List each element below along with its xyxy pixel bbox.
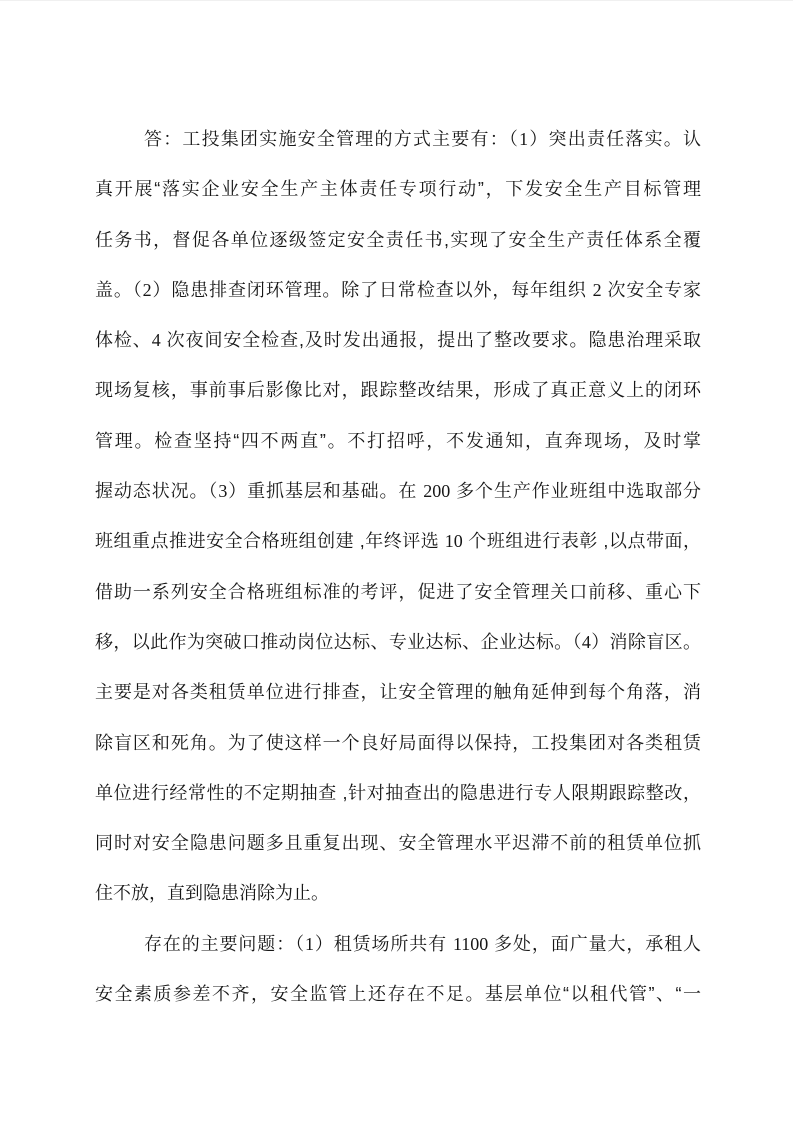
- text-line: 单位进行经常性的不定期抽查 ,针对抽查出的隐患进行专人限期跟踪整改，: [95, 782, 701, 803]
- numeral: 4: [581, 631, 591, 652]
- numeral: 200: [423, 481, 451, 502]
- text-line: 答：工投集团实施安全管理的方式主要有：（1）突出责任落实。认: [144, 129, 702, 149]
- text-line: 任务书，督促各单位逐级签定安全责任书,实现了安全生产责任体系全覆: [95, 229, 701, 250]
- text-line: 除盲区和死角。为了使这样一个良好局面得以保持，工投集团对各类租赁: [95, 732, 701, 753]
- text-line: 握动态状况。（3）重抓基层和基础。在 200 多个生产作业班组中选取部分: [95, 481, 701, 502]
- text-line: 主要是对各类租赁单位进行排查，让安全管理的触角延伸到每个角落，消: [95, 682, 701, 703]
- text-line: 住不放，直到隐患消除为止。: [95, 883, 329, 904]
- numeral: 10: [444, 531, 463, 552]
- document-body: [95, 114, 701, 1019]
- text-line: 体检、4 次夜间安全检查,及时发出通报，提出了整改要求。隐患治理采取: [95, 330, 701, 351]
- numeral: 2: [592, 279, 602, 300]
- numeral: 3: [218, 481, 228, 502]
- text-line: 借助一系列安全合格班组标准的考评，促进了安全管理关口前移、重心下: [95, 581, 701, 602]
- numeral: 1: [304, 933, 314, 954]
- text-line: 移，以此作为突破口推动岗位达标、专业达标、企业达标。（4）消除盲区。: [95, 631, 702, 652]
- text-line: 盖。（2）隐患排查闭环管理。除了日常检查以外，每年组织 2 次安全专家: [95, 279, 702, 300]
- text-line: 管理。检查坚持“四不两直”。不打招呼，不发通知，直奔现场，及时掌: [95, 430, 701, 451]
- numeral: 1: [519, 129, 529, 149]
- text-line: 班组重点推进安全合格班组创建 ,年终评选 10 个班组进行表彰 ,以点带面，: [95, 531, 701, 552]
- text-line: 存在的主要问题：（1）租赁场所共有 1100 多处，面广量大，承租人: [144, 933, 702, 954]
- numeral: 2: [142, 279, 152, 300]
- numeral: 4: [151, 330, 161, 351]
- text-line: 安全素质参差不齐，安全监管上还存在不足。基层单位“以租代管”、“一: [95, 984, 701, 1005]
- text-line: 现场复核，事前事后影像比对，跟踪整改结果，形成了真正意义上的闭环: [95, 380, 701, 401]
- text-line: 同时对安全隐患问题多且重复出现、安全管理水平迟滞不前的租赁单位抓: [95, 833, 701, 854]
- text-line: 真开展“落实企业安全生产主体责任专项行动”，下发安全生产目标管理: [95, 179, 701, 200]
- numeral: 1100: [452, 933, 489, 954]
